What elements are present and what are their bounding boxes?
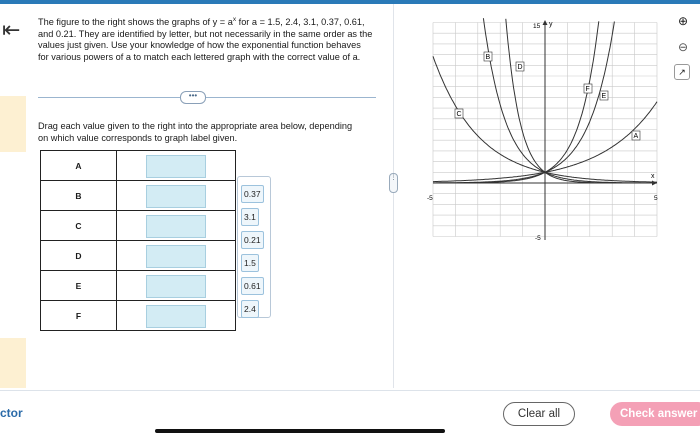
row-label: B [41, 181, 117, 211]
footer-divider [0, 390, 700, 391]
dropzone-f[interactable] [146, 305, 206, 328]
dropzone-e[interactable] [146, 275, 206, 298]
dropzone-b[interactable] [146, 185, 206, 208]
home-indicator [155, 429, 445, 433]
panel-resize-handle[interactable]: ⋮ [389, 173, 398, 193]
tick-label-bottom: -5 [535, 235, 541, 242]
table-row [41, 151, 236, 181]
open-external-icon[interactable]: ↗ [674, 64, 690, 80]
left-strip-top [0, 96, 26, 152]
more-button[interactable]: ••• [180, 91, 206, 104]
dropzone-a[interactable] [146, 155, 206, 178]
section-divider [38, 97, 376, 98]
answer-chip[interactable]: 0.21 [241, 231, 264, 249]
answer-chip[interactable]: 0.61 [241, 277, 264, 295]
tick-label-left: -5 [427, 195, 433, 202]
table-row [41, 241, 236, 271]
check-answer-button[interactable]: Check answer [610, 402, 700, 426]
curve-d [483, 18, 657, 183]
curve-label-f: F [585, 86, 590, 93]
exponential-graph [425, 18, 661, 244]
answer-chip[interactable]: 3.1 [241, 208, 259, 226]
answer-chip[interactable]: 1.5 [241, 254, 259, 272]
row-label: F [41, 301, 117, 331]
dropzone-d[interactable] [146, 245, 206, 268]
curve-label-d: D [517, 64, 523, 71]
table-row [41, 271, 236, 301]
row-label: C [41, 211, 117, 241]
answer-chip[interactable]: 0.37 [241, 185, 264, 203]
answer-bank [237, 176, 271, 318]
row-label: A [41, 151, 117, 181]
instruction-text: Drag each value given to the right into the appropriate area below, depending on which value corresponds to graph label given. [38, 121, 353, 143]
question-text: The figure to the right shows the graphs of $y = a^x$ for a = 1.5, 2.4, 3.1, 0.37, 0.61, and 0.21. They are identified by letter, but not necessarily in the same order as the values just given. Use your knowledge of how the exponential function behaves for various powers of a to match each lettered graph with the correct value of a. [38, 16, 373, 62]
y-axis-label: y [549, 21, 553, 28]
left-strip-bottom [0, 338, 26, 388]
clear-all-button[interactable]: Clear all [503, 402, 575, 426]
curve-e [433, 22, 614, 183]
top-accent-bar [0, 0, 700, 4]
back-arrow-icon[interactable]: ⇤ [2, 17, 21, 42]
curve-label-c: C [456, 111, 462, 118]
curve-label-e: E [601, 93, 607, 100]
footer-left-link[interactable]: ctor [0, 406, 23, 420]
curve-label-b: B [485, 54, 491, 61]
curve-label-a: A [633, 133, 639, 140]
dropzone-c[interactable] [146, 215, 206, 238]
tick-label-top: 15 [533, 23, 541, 30]
row-label: E [41, 271, 117, 301]
panel-divider [393, 4, 394, 388]
answer-chip[interactable]: 2.4 [241, 300, 259, 318]
tick-label-right: 5 [654, 195, 658, 202]
table-row [41, 181, 236, 211]
zoom-in-icon[interactable]: ⊕ [677, 14, 689, 28]
row-label: D [41, 241, 117, 271]
table-row [41, 211, 236, 241]
x-axis-label: x [651, 173, 655, 180]
table-row [41, 301, 236, 331]
zoom-out-icon[interactable]: ⊖ [677, 40, 689, 54]
match-table [40, 150, 236, 331]
